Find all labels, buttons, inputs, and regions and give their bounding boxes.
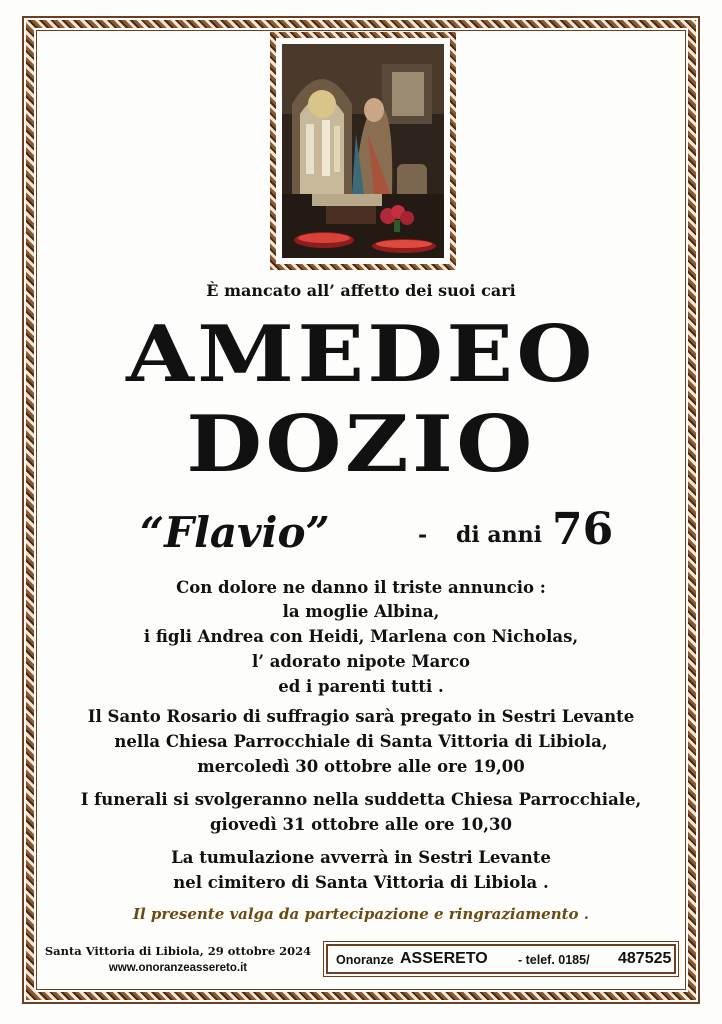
burial-line: nel cimitero di Santa Vittoria di Libiola .	[173, 873, 549, 892]
intro-text: È mancato all’ affetto dei suoi cari	[206, 281, 516, 300]
announcement-line: la moglie Albina,	[282, 602, 440, 621]
place-date: Santa Vittoria di Libiola, 29 ottobre 2024	[44, 944, 312, 958]
age-label: di anni	[456, 522, 543, 548]
nickname: “Flavio”	[140, 508, 330, 557]
phone-number: 487525	[618, 950, 672, 967]
funeral-home-box	[326, 944, 676, 974]
church-altar-illustration	[282, 44, 444, 258]
nickname-age-row	[36, 500, 686, 564]
last-name: DOZIO	[186, 399, 536, 490]
company-name: ASSERETO	[400, 950, 488, 967]
rosary-line: mercoledì 30 ottobre alle ore 19,00	[197, 757, 525, 776]
burial-line: La tumulazione avverrà in Sestri Levante	[171, 848, 551, 867]
announcement-line: i figli Andrea con Heidi, Marlena con Nicholas,	[143, 627, 579, 646]
church-altar-photo	[282, 44, 444, 258]
age-value: 76	[552, 504, 614, 555]
announcement-line: Con dolore ne danno il triste annuncio :	[176, 578, 546, 597]
rosary-line: nella Chiesa Parrocchiale di Santa Vittoria di Libiola,	[114, 732, 608, 751]
announcement-line: l’ adorato nipote Marco	[251, 652, 471, 671]
phone-label: - telef. 0185/	[518, 953, 590, 967]
rosary-line: Il Santo Rosario di suffragio sarà pregato in Sestri Levante	[87, 707, 635, 726]
funeral-line: I funerali si svolgeranno nella suddetta Chiesa Parrocchiale,	[80, 790, 642, 809]
company-prefix: Onoranze	[336, 953, 394, 967]
website-link[interactable]: www.onoranzeassereto.it	[108, 962, 248, 974]
funeral-line: giovedì 31 ottobre alle ore 10,30	[210, 815, 512, 834]
announcement-line: ed i parenti tutti .	[278, 677, 444, 696]
closing-text: Il presente valga da partecipazione e ringraziamento .	[133, 905, 589, 923]
separator-dash: -	[418, 522, 428, 548]
first-name: AMEDEO	[126, 309, 596, 400]
